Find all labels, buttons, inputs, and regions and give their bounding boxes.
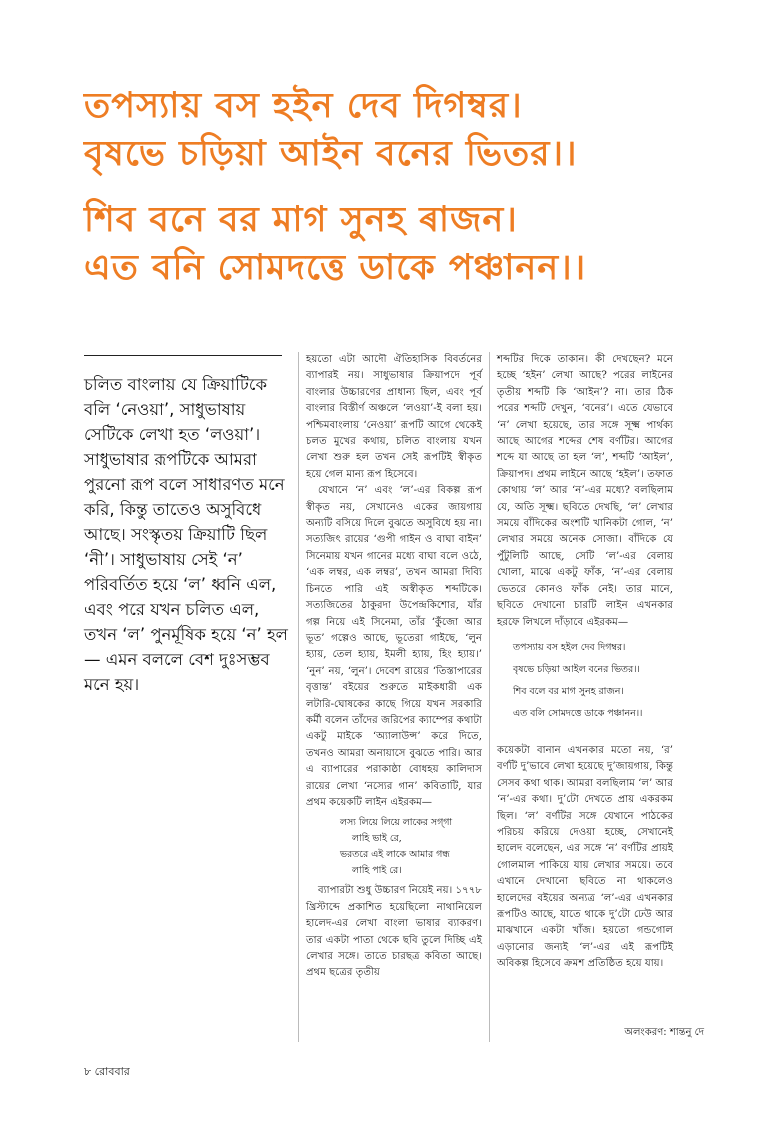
headline-line-1: তপস্যায় বস হইন দেব দিগম্বর। — [84, 86, 523, 126]
poem-line-4: লাহি পাই রে। — [352, 865, 402, 877]
transcribed-verse — [513, 637, 673, 725]
page-folio: ৮ রোববার — [84, 1065, 130, 1078]
col1-paragraph-2: যেখানে ‘ন’ এবং ‘ল’-এর বিকল্প রূপ স্বীকৃত নয়, সেখানেও একের জায়গায় অন্যটি বসিয়ে দিলে বুঝতে অসুবিধে হয় না। সত্যজিৎ রায়ের ‘গুপী গাইন ও বাঘা বাইন’ সিনেমায় যখন গানের মধ্যে বাঘা বলে ওঠে, ‘এক লম্বর, এক লম্বর’, তখন আমরা দিব্যি চিনতে পারি এই অস্বীকৃত শব্দটিকে। সত্যজিতের ঠাকুরদা উপেন্দ্রকিশোর, যাঁর গল্প নিয়ে এই সিনেমা, তাঁর ‘কুঁজো আর ভূত’ গল্পেও আছে, ভূতেরা গাইছে, ‘লুন হ্যায়, তেল হ্যায়, ইমলী হ্যায়, হিং হ্যায়।’ ‘নুন’ নয়, ‘লুন’। দেবেশ রায়ের ‘তিস্তাপারের বৃত্তান্ত’ বইয়ের শুরুতে মাইকধারী এক লটারি-ঘোষকের কাছে গিয়ে যখন সরকারি কর্মী বলেন তাঁদের জরিপের ক্যাম্পের কথাটা একটু মাইকে ‘অ্যালাউন্স’ করে দিতে, তখনও আমরা অনায়াসে বুঝতে পারি। আর এ ব্যাপারের পরাকাষ্ঠা বোধহয় কালিদাস রায়ের লেখা ‘নস্যের গান’ কবিতাটি, যার প্রথম কয়েকটি লাইন এইরকম— — [306, 485, 482, 808]
verse-line-4: এত বলি সোমদত্তে ডাকে পঞ্চানন।। — [513, 707, 643, 719]
headline-line-2: বৃষভে চড়িয়া আইন বনের ভিতর।। — [84, 134, 578, 174]
headline-line-4: এত বনি সোমদত্তে ডাকে পঞ্চানন।। — [84, 248, 587, 288]
column-divider-1 — [298, 352, 299, 1042]
verse-line-1: তপস্যায় বস হইল দেব দিগম্বর। — [513, 641, 626, 653]
pull-quote — [84, 372, 294, 697]
headline-line-3: শিব বনে বর মাগ সুনহ ৰাজন। — [84, 200, 518, 240]
article-column-1 — [306, 352, 482, 982]
col1-paragraph-3: ব্যাপারটা শুধু উচ্চারণ নিয়েই নয়। ১৭৭৮ খ্রিস্টাব্দে প্রকাশিত হয়েছিলো নাথানিয়েল হালেদ-এর লেখা বাংলা ভাষার ব্যাকরণ। তার একটা পাতা থেকে ছবি তুলে দিচ্ছি এই লেখার সঙ্গে। তাতে চারছত্র কবিতা আছে। প্রথম ছত্রের তৃতীয় — [306, 885, 482, 979]
poem-line-1: লস্য লিয়ে লিয়ে লাকের সগ্‌গা — [340, 817, 453, 829]
verse-line-3: শিব বলে বর মাগ সুনহ রাজন। — [513, 685, 624, 697]
column-divider-2 — [489, 352, 490, 1042]
col2-paragraph-2: কয়েকটা বানান এখনকার মতো নয়, ‘র’ বর্ণটি দু’ভাবে লেখা হয়েছে দু’জায়গায়, কিন্তু সেসব কথা থাক। আমরা বলছিলাম ‘ল’ আর ‘ন’-এর কথা। দু’টো দেখতে প্রায় একরকম ছিল। ‘ল’ বর্ণটির সঙ্গে যেখানে পাঠকের পরিচয় করিয়ে দেওয়া হচ্ছে, সেখানেই হালেদ বলেছেন, এর সঙ্গে ‘ন’ বর্ণটির প্রায়ই গোলমাল পাকিয়ে যায় লেখার সময়ে। তবে এখানে দেখানো ছবিতে না থাকলেও হালেদের বইয়ের অন্যত্র ‘ল’-এর এখনকার রূপটিও আছে, যাতে থাকে দু’টো ঢেউ আর মাঝখানে একটা খাঁজ। হয়তো গন্ডগোল এড়ানোর জন্যই ‘ল’-এর এই রূপটিই অবিকল্প হিসেবে ক্রমশ প্রতিষ্ঠিত হয়ে যায়। — [497, 744, 673, 970]
col2-paragraph-1: শব্দটির দিকে তাকান। কী দেখছেন? মনে হচ্ছে ‘হইন’ লেখা আছে? পরের লাইনের তৃতীয় শব্দটি কি ‘আইন’? না। তার ঠিক পরের শব্দটি দেখুন, ‘বনের’। এতে যেভাবে ‘ন’ লেখা হয়েছে, তার সঙ্গে সূক্ষ্ম পার্থক্য আছে আগের শব্দের শেষ বর্ণটির। আগের শব্দে যা আছে তা হল ‘ল’, শব্দটি ‘আইল’, ক্রিয়াপদ। প্রথম লাইনে আছে ‘হইল’। তফাত কোথায় ‘ল’ আর ‘ন’-এর মধ্যে? বলছিলাম যে, অতি সূক্ষ্ম। ছবিতে দেখছি, ‘ল’ লেখার সময়ে বাঁদিকের অংশটি খানিকটা গোল, ‘ন’ লেখার সময়ে অনেক সোজা। বাঁদিকে যে পুঁটুলিটি আছে, সেটি ‘ল’-এর বেলায় খোলা, মাঝে একটু ফাঁক, ‘ন’-এর বেলায় ভেতরে কোনও ফাঁক নেই। তার মানে, ছবিতে দেখানো চারটি লাইন এখনকার হরফে লিখলে দাঁড়াবে এইরকম— — [497, 354, 673, 628]
headline-verse — [84, 82, 704, 292]
quoted-poem — [340, 815, 482, 879]
poem-line-3: ভরতরে এই লাকে আমার গন্ধ — [340, 849, 450, 861]
article-column-2 — [497, 352, 673, 973]
illustration-credit: অলংকরণ: শান্তনু দে — [624, 1027, 704, 1038]
col1-paragraph-1: হয়তো এটা আদৌ ঐতিহাসিক বিবর্তনের ব্যাপারই নয়। সাধুভাষার ক্রিয়াপদে পূর্ব বাংলার উচ্চারণের প্রাধান্য ছিল, এবং পূর্ব বাংলার বিস্তীর্ণ অঞ্চলে ‘লওয়া’-ই বলা হয়। পশ্চিমবাংলায় ‘নেওয়া’ রূপটি আগে থেকেই চলত মুখের কথায়, চলিত বাংলায় যখন লেখা শুরু হল তখন সেই রূপটিই স্বীকৃত হয়ে গেল মান্য রূপ হিসেবে। — [306, 354, 482, 480]
verse-line-2: বৃষভে চড়িয়া আইল বনের ভিতর।। — [513, 663, 640, 675]
pull-quote-text: চলিত বাংলায় যে ক্রিয়াটিকে বলি ‘নেওয়া’, সাধুভাষায় সেটিকে লেখা হত ‘লওয়া’। সাধুভাষার রূপটিকে আমরা পুরনো রূপ বলে সাধারণত মনে করি, কিন্তু তাতেও অসুবিধে আছে। সংস্কৃতয় ক্রিয়াটি ছিল ‘নী’। সাধুভাষায় সেই ‘ন’ পরিবর্তিত হয়ে ‘ল’ ধ্বনি এল, এবং পরে যখন চলিত এল, তখন ‘ল’ পুনর্মূষিক হয়ে ‘ন’ হল— এমন বললে বেশ দুঃসম্ভব মনে হয়। — [84, 375, 288, 694]
poem-line-2: লাহি ভাই রে, — [352, 833, 402, 845]
pull-quote-rule — [84, 355, 282, 356]
